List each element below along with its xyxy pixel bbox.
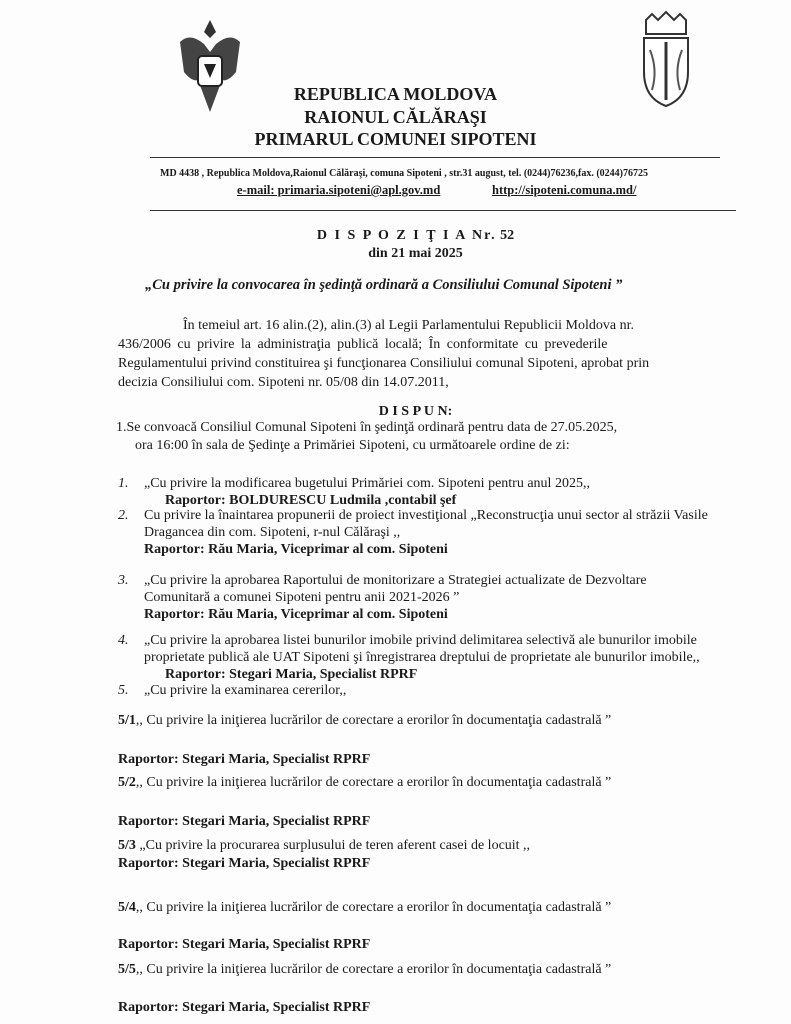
item-number: 2. bbox=[118, 508, 129, 523]
address: MD 4438 , Republica Moldova,Raionul Călăraşi, comuna Sipoteni , str.31 august, tel. (0244)76236,fax. (0244)76725 bbox=[160, 168, 648, 179]
rapporteur: Raportor: Stegari Maria, Specialist RPRF bbox=[118, 752, 371, 767]
item-text: proprietate publică ale UAT Sipoteni şi înregistrarea dreptului de proprietate ale bunurilor imobile,, bbox=[144, 650, 700, 665]
subitem-number: 5/4 bbox=[118, 900, 136, 915]
preamble-line: 436/2006 cu privire la administraţia publică locală; În conformitate cu prevederile bbox=[118, 337, 608, 352]
point1-line: ora 16:00 în sala de Şedinţe a Primăriei Sipoteni, cu următoarele ordine de zi: bbox=[135, 438, 570, 453]
document-number: 52 bbox=[500, 228, 515, 243]
item-text: Dragancea din com. Sipoteni, r-nul Călăraşi ,, bbox=[144, 525, 401, 540]
rapporteur: Raportor: Stegari Maria, Specialist RPRF bbox=[118, 937, 371, 952]
subitem-text: ,, Cu privire la iniţierea lucrărilor de corectare a erorilor în documentaţia cadastrală ” bbox=[135, 962, 612, 977]
agenda-item bbox=[118, 508, 708, 524]
rapporteur: Raportor: Stegari Maria, Specialist RPRF bbox=[165, 667, 418, 682]
rapporteur: Raportor: Stegari Maria, Specialist RPRF bbox=[118, 814, 371, 829]
item-text: „Cu privire la modificarea bugetului Primăriei com. Sipoteni pentru anul 2025,, bbox=[144, 476, 590, 491]
preamble-line: Regulamentului privind constituirea şi funcţionarea Consiliului comunal Sipoteni, aprobat prin bbox=[118, 356, 650, 371]
document-subject: „Cu privire la convocarea în şedinţă ordinară a Consiliului Comunal Sipoteni ” bbox=[145, 277, 623, 293]
title-heading: D I S P O Z I Ţ I A Nr. bbox=[316, 228, 497, 243]
subitem bbox=[118, 775, 611, 791]
rapporteur: Raportor: Stegari Maria, Specialist RPRF bbox=[118, 1000, 371, 1015]
email-link[interactable]: e-mail: primaria.sipoteni@apl.gov.md bbox=[237, 183, 441, 197]
agenda-item bbox=[118, 573, 647, 589]
item-text: Comunitară a comunei Sipoteni pentru anii 2021-2026 ” bbox=[144, 590, 460, 605]
subitem-text: „Cu privire la procurarea surplusului de teren aferent casei de locuit ,, bbox=[135, 838, 531, 853]
subitem bbox=[118, 713, 611, 729]
subitem bbox=[118, 900, 611, 916]
moldova-coat-of-arms-icon bbox=[170, 12, 250, 122]
dispun-heading: D I S P U N: bbox=[378, 404, 453, 419]
subitem-text: ,, Cu privire la iniţierea lucrărilor de corectare a erorilor în documentaţia cadastrală ” bbox=[135, 775, 612, 790]
item-text: „Cu privire la examinarea cererilor,, bbox=[144, 683, 347, 698]
website-link[interactable]: http://sipoteni.comuna.md/ bbox=[492, 183, 637, 197]
preamble-line: În temeiul art. 16 alin.(2), alin.(3) al Legii Parlamentului Republicii Moldova nr. bbox=[183, 318, 635, 333]
header-line-3: PRIMARUL COMUNEI SIPOTENI bbox=[254, 129, 537, 149]
header-line-1: REPUBLICA MOLDOVA bbox=[293, 84, 498, 104]
subitem-number: 5/2 bbox=[118, 775, 136, 790]
item-number: 3. bbox=[118, 573, 129, 588]
item-text: „Cu privire la aprobarea Raportului de monitorizare a Strategiei actualizate de Dezvoltare bbox=[144, 573, 647, 588]
subitem-text: ,, Cu privire la iniţierea lucrărilor de corectare a erorilor în documentaţia cadastrală ” bbox=[135, 900, 612, 915]
rapporteur: Raportor: Rău Maria, Viceprimar al com. Sipoteni bbox=[144, 542, 448, 557]
divider bbox=[150, 210, 736, 211]
subitem-number: 5/1 bbox=[118, 713, 136, 728]
subitem-text: ,, Cu privire la iniţierea lucrărilor de corectare a erorilor în documentaţia cadastrală ” bbox=[135, 713, 612, 728]
rapporteur: Raportor: Stegari Maria, Specialist RPRF bbox=[118, 856, 371, 871]
agenda-item bbox=[118, 633, 697, 649]
subitem bbox=[118, 962, 611, 978]
document-title bbox=[0, 228, 791, 244]
item-number: 4. bbox=[118, 633, 129, 648]
subitem-number: 5/3 bbox=[118, 838, 136, 853]
rapporteur: Raportor: Rău Maria, Viceprimar al com. Sipoteni bbox=[144, 607, 448, 622]
subitem-number: 5/5 bbox=[118, 962, 136, 977]
item-text: Cu privire la înaintarea propunerii de proiect investiţional „Reconstrucţia unui sector al străzii Vasile bbox=[144, 508, 708, 523]
document-date: din 21 mai 2025 bbox=[368, 246, 463, 261]
item-number: 5. bbox=[118, 683, 129, 698]
agenda-item bbox=[118, 683, 346, 699]
item-number: 1. bbox=[118, 476, 129, 491]
rapporteur: Raportor: BOLDURESCU Ludmila ,contabil şef bbox=[165, 493, 457, 508]
subitem bbox=[118, 838, 530, 854]
point1-line: 1.Se convoacă Consiliul Comunal Sipoteni în şedinţă ordinară pentru data de 27.05.2025, bbox=[116, 420, 618, 435]
preamble-line: decizia Consiliului com. Sipoteni nr. 05/08 din 14.07.2011, bbox=[118, 375, 449, 390]
header-line-2: RAIONUL CĂLĂRAŞI bbox=[304, 107, 487, 127]
divider bbox=[150, 157, 720, 158]
item-text: „Cu privire la aprobarea listei bunurilor imobile privind delimitarea selectivă ale bunurilor imobile bbox=[144, 633, 697, 648]
agenda-item bbox=[118, 476, 590, 492]
